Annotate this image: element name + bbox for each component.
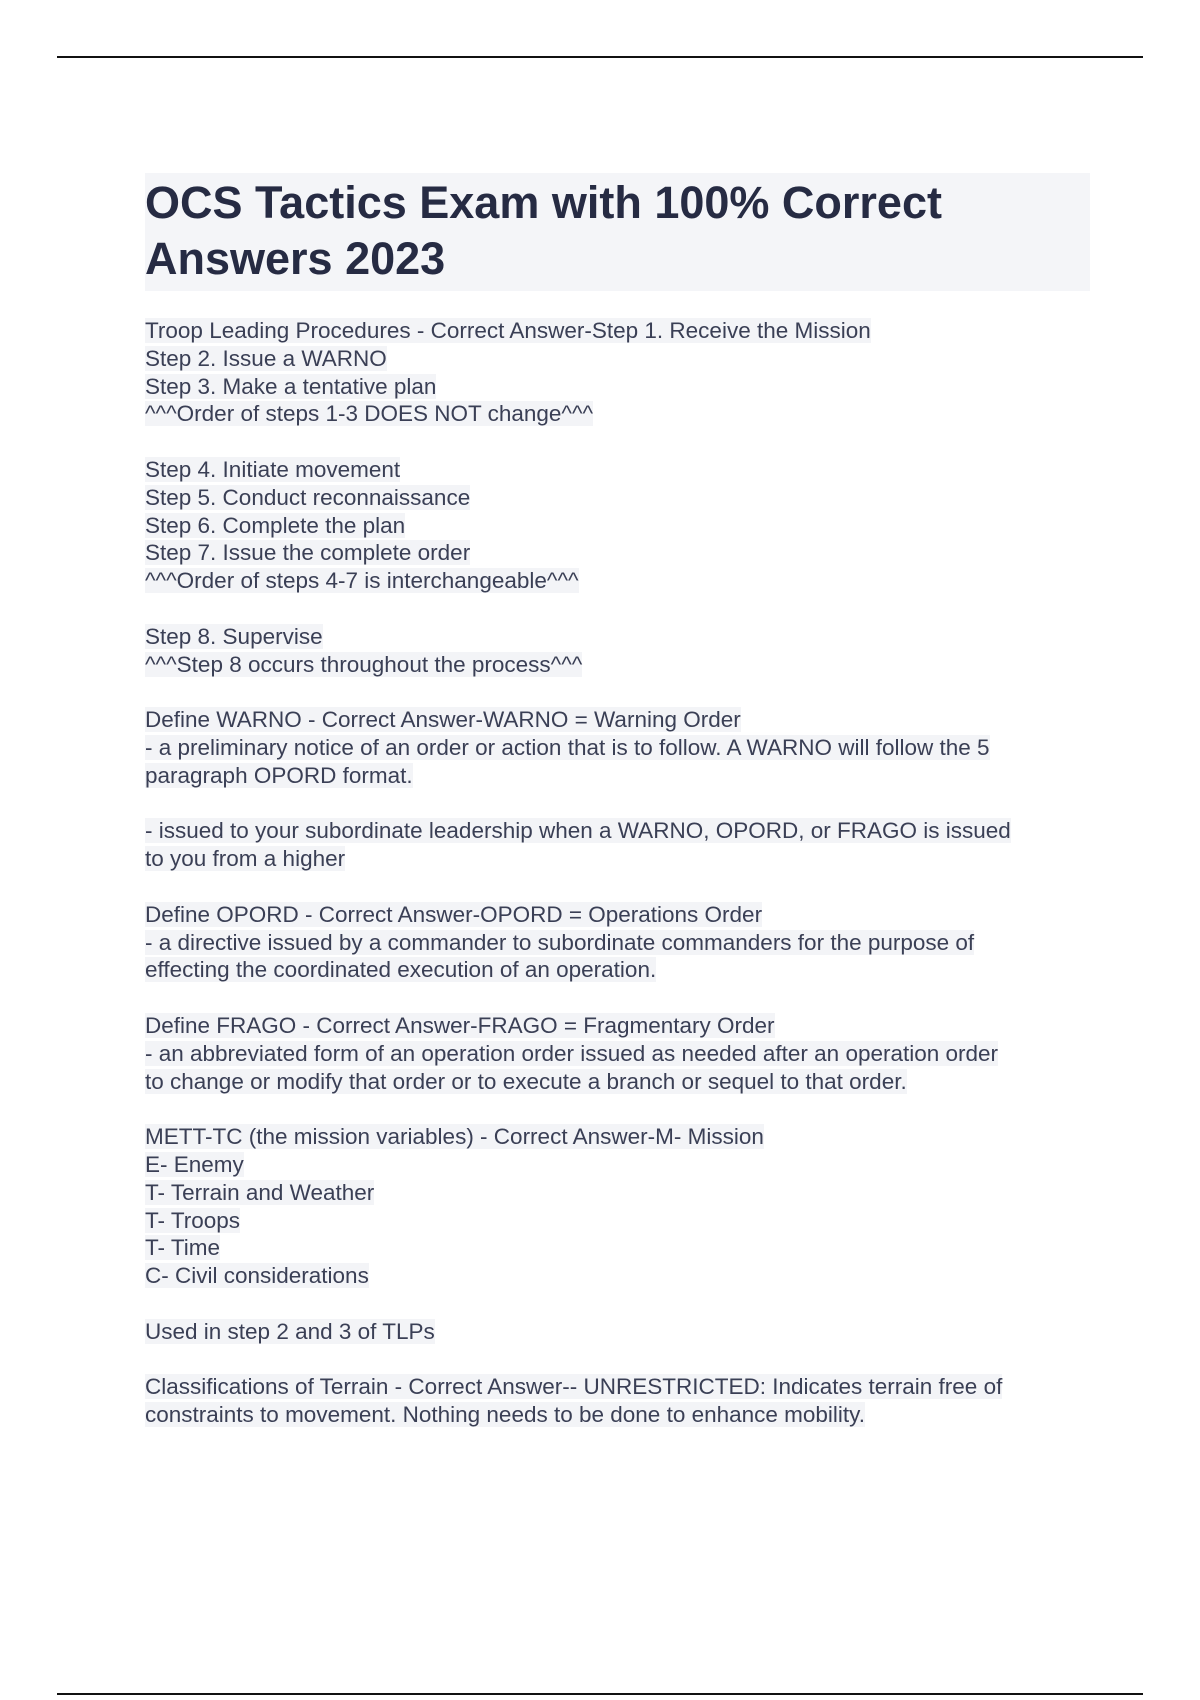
text-line xyxy=(145,623,1090,651)
text-line-content: Define WARNO - Correct Answer-WARNO = Warning Order xyxy=(145,707,741,733)
text-line xyxy=(145,1234,1090,1262)
text-line xyxy=(145,651,1090,679)
text-line xyxy=(145,1318,1090,1346)
text-line-content: Step 2. Issue a WARNO xyxy=(145,345,387,371)
text-line xyxy=(145,345,1090,373)
paragraph-gap xyxy=(145,790,1090,818)
text-line xyxy=(145,1123,1090,1151)
text-line xyxy=(145,1151,1090,1179)
text-line xyxy=(145,1207,1090,1235)
document-body xyxy=(145,173,1090,1429)
text-line-content: Classifications of Terrain - Correct Answer-- UNRESTRICTED: Indicates terrain free of xyxy=(145,1374,1003,1400)
text-line-content: ^^^Order of steps 4-7 is interchangeable^^^ xyxy=(145,568,579,594)
text-line xyxy=(145,817,1090,845)
text-line xyxy=(145,456,1090,484)
text-line-content: Used in step 2 and 3 of TLPs xyxy=(145,1318,435,1344)
text-line-content: T- Troops xyxy=(145,1207,241,1233)
text-line xyxy=(145,929,1090,957)
text-line-content: C- Civil considerations xyxy=(145,1263,369,1289)
text-line-content: constraints to movement. Nothing needs to be done to enhance mobility. xyxy=(145,1402,866,1428)
text-line xyxy=(145,1068,1090,1096)
text-line xyxy=(145,1040,1090,1068)
text-line-content: E- Enemy xyxy=(145,1151,244,1177)
text-line xyxy=(145,1012,1090,1040)
text-line-content: Define OPORD - Correct Answer-OPORD = Operations Order xyxy=(145,901,763,927)
text-line-content: Step 8. Supervise xyxy=(145,623,323,649)
text-line xyxy=(145,845,1090,873)
text-line-content: Step 4. Initiate movement xyxy=(145,456,401,482)
text-line-content: T- Terrain and Weather xyxy=(145,1179,375,1205)
text-line-content: - issued to your subordinate leadership when a WARNO, OPORD, or FRAGO is issued xyxy=(145,818,1011,844)
text-line-content: paragraph OPORD format. xyxy=(145,762,413,788)
paragraph-gap xyxy=(145,1345,1090,1373)
text-line xyxy=(145,1179,1090,1207)
text-line-content: ^^^Order of steps 1-3 DOES NOT change^^^ xyxy=(145,401,594,427)
text-line xyxy=(145,484,1090,512)
text-line-content: Step 6. Complete the plan xyxy=(145,512,406,538)
text-line xyxy=(145,400,1090,428)
text-line xyxy=(145,1373,1090,1401)
document-text xyxy=(145,317,1090,1429)
text-line-content: - an abbreviated form of an operation order issued as needed after an operation order xyxy=(145,1040,999,1066)
paragraph-gap xyxy=(145,873,1090,901)
paragraph-gap xyxy=(145,1290,1090,1318)
text-line xyxy=(145,706,1090,734)
header-rule xyxy=(57,56,1143,58)
text-line xyxy=(145,956,1090,984)
document-title: OCS Tactics Exam with 100% Correct Answers 2023 xyxy=(145,177,942,284)
text-line xyxy=(145,762,1090,790)
text-line-content: to change or modify that order or to execute a branch or sequel to that order. xyxy=(145,1068,907,1094)
paragraph-gap xyxy=(145,678,1090,706)
paragraph-gap xyxy=(145,428,1090,456)
text-line-content: Troop Leading Procedures - Correct Answer-Step 1. Receive the Mission xyxy=(145,318,871,343)
text-line xyxy=(145,901,1090,929)
text-line-content: Step 3. Make a tentative plan xyxy=(145,373,437,399)
text-line-content: T- Time xyxy=(145,1235,221,1261)
paragraph-gap xyxy=(145,1095,1090,1123)
text-line xyxy=(145,567,1090,595)
paragraph-gap xyxy=(145,984,1090,1012)
text-line-content: Step 7. Issue the complete order xyxy=(145,540,471,566)
title-block xyxy=(145,173,1090,291)
paragraph-gap xyxy=(145,595,1090,623)
text-line xyxy=(145,373,1090,401)
text-line xyxy=(145,317,1090,345)
text-line-content: effecting the coordinated execution of an operation. xyxy=(145,957,657,983)
text-line xyxy=(145,734,1090,762)
text-line-content: Step 5. Conduct reconnaissance xyxy=(145,484,471,510)
text-line xyxy=(145,1401,1090,1429)
text-line xyxy=(145,512,1090,540)
text-line-content: to you from a higher xyxy=(145,846,346,872)
text-line xyxy=(145,539,1090,567)
text-line-content: - a preliminary notice of an order or action that is to follow. A WARNO will follow the 5 xyxy=(145,734,990,760)
text-line-content: - a directive issued by a commander to subordinate commanders for the purpose of xyxy=(145,929,975,955)
text-line-content: Define FRAGO - Correct Answer-FRAGO = Fragmentary Order xyxy=(145,1012,775,1038)
text-line-content: ^^^Step 8 occurs throughout the process^^^ xyxy=(145,651,583,677)
footer-rule xyxy=(57,1693,1143,1695)
text-line-content: METT-TC (the mission variables) - Correct Answer-M- Mission xyxy=(145,1124,764,1150)
text-line xyxy=(145,1262,1090,1290)
